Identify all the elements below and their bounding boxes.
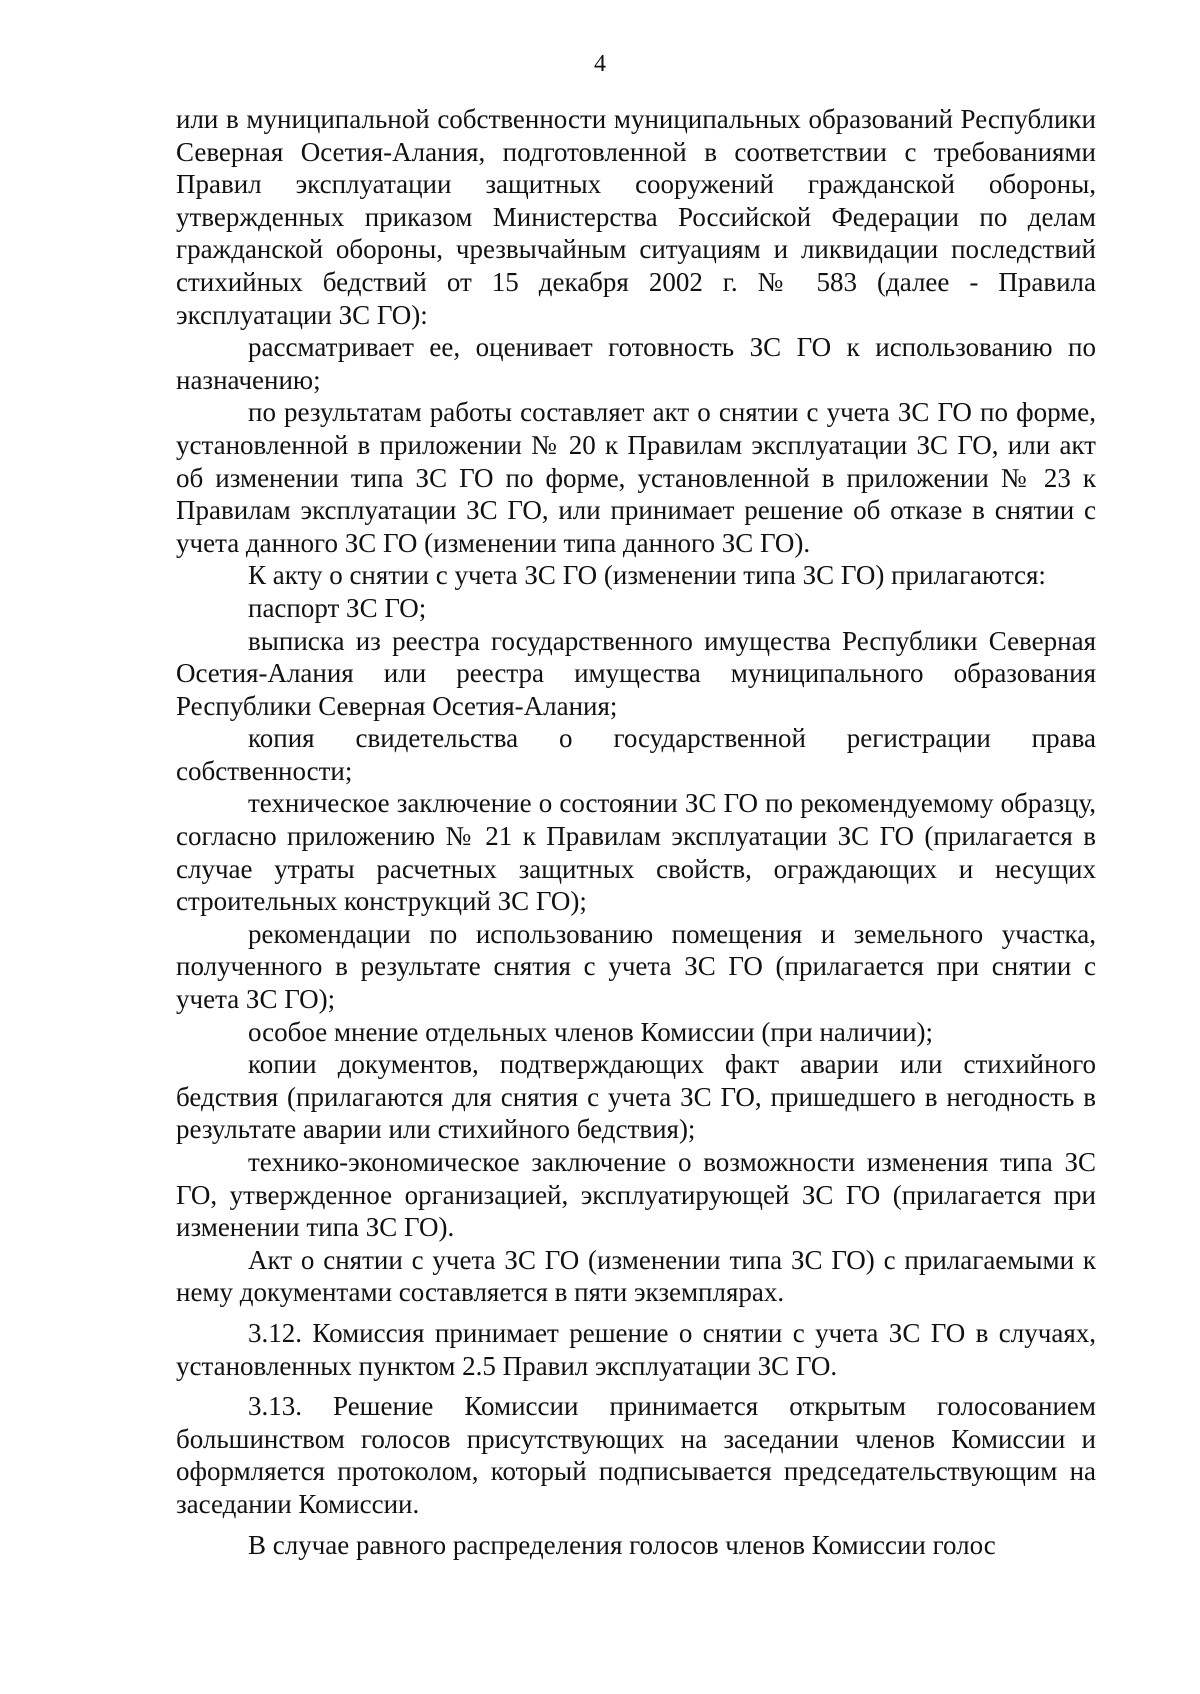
list-item-recommendations: рекомендации по использованию помещения и земельного участка, полученного в результате снятия с учета ЗС ГО (прилагается при снятии с учета ЗС ГО); xyxy=(176,918,1096,1015)
paragraph-attachments-intro: К акту о снятии с учета ЗС ГО (изменении типа ЗС ГО) прилагаются: xyxy=(248,560,1046,591)
page-number: 4 xyxy=(594,51,606,77)
paragraph-act-copies: Акт о снятии с учета ЗС ГО (изменении типа ЗС ГО) с прилагаемыми к нему документами составляется в пяти экземплярах. xyxy=(176,1244,1096,1308)
list-item-feasibility-conclusion: технико-экономическое заключение о возможности изменения типа ЗС ГО, утвержденное организацией, эксплуатирующей ЗС ГО (прилагается при изменении типа ЗС ГО). xyxy=(176,1147,1096,1243)
paragraph-section-3-13: 3.13. Решение Комиссии принимается открытым голосованием большинством голосов присутствующих на заседании членов Комиссии и оформляется протоколом, который подписывается председательствующим на заседании Комиссии. xyxy=(176,1391,1096,1519)
list-item-registry-extract: выписка из реестра государственного имущества Республики Северная Осетия-Алания или реестра имущества муниципального образования Республики Северная Осетия-Алания; xyxy=(176,625,1096,721)
paragraph-equal-votes: В случае равного распределения голосов членов Комиссии голос xyxy=(248,1529,996,1560)
paragraph-continuation: или в муниципальной собственности муниципальных образований Республики Северная Осетия-Алания, подготовленной в соответствии с требованиями Правил эксплуатации защитных сооружений гражданской обороны, утвержденных приказом Министерства Российской Федерации по делам гражданской обороны, чрезвычайным ситуациям и ликвидации последствий стихийных бедствий от 15 декабря 2002 г. № 583 (далее - Правила эксплуатации ЗС ГО): xyxy=(176,104,1096,330)
list-item-dissenting-opinion: особое мнение отдельных членов Комиссии (при наличии); xyxy=(248,1016,934,1047)
paragraph-section-3-12: 3.12. Комиссия принимает решение о снятии с учета ЗС ГО в случаях, установленных пунктом 2.5 Правил эксплуатации ЗС ГО. xyxy=(176,1317,1096,1381)
list-item-technical-conclusion: техническое заключение о состоянии ЗС ГО по рекомендуемому образцу, согласно приложению № 21 к Правилам эксплуатации ЗС ГО (прилагается в случае утраты расчетных защитных свойств, ограждающих и несущих строительных конструкций ЗС ГО); xyxy=(176,788,1096,917)
paragraph-act-drafting: по результатам работы составляет акт о снятии с учета ЗС ГО по форме, установленной в приложении № 20 к Правилам эксплуатации ЗС ГО, или акт об изменении типа ЗС ГО по форме, установленной в приложении № 23 к Правилам эксплуатации ЗС ГО, или принимает решение об отказе в снятии с учета данного ЗС ГО (изменении типа данного ЗС ГО). xyxy=(176,397,1096,558)
list-item-certificate-copy: копия свидетельства о государственной регистрации права собственности; xyxy=(176,723,1096,786)
list-item-passport: паспорт ЗС ГО; xyxy=(248,592,427,623)
document-body xyxy=(176,103,1096,1561)
paragraph-review: рассматривает ее, оценивает готовность ЗС ГО к использованию по назначению; xyxy=(176,332,1096,395)
list-item-accident-documents: копии документов, подтверждающих факт аварии или стихийного бедствия (прилагаются для снятия с учета ЗС ГО, пришедшего в негодность в результате аварии или стихийного бедствия); xyxy=(176,1049,1096,1145)
